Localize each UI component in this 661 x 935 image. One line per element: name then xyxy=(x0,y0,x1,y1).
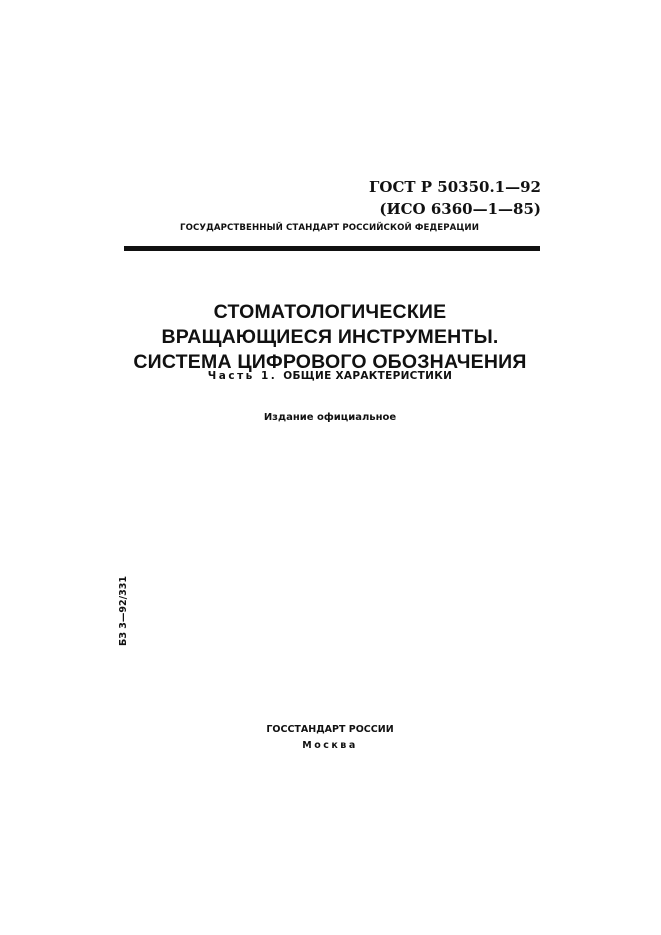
header-rule xyxy=(124,246,540,251)
part-label: Часть 1. xyxy=(207,370,278,382)
standard-designation xyxy=(369,176,541,220)
iso-number: (ИСО 6360—1—85) xyxy=(379,200,541,218)
edition-note: Издание официальное xyxy=(263,412,397,423)
state-standard-heading: ГОСУДАРСТВЕННЫЙ СТАНДАРТ РОССИЙСКОЙ ФЕДЕРАЦИИ xyxy=(180,223,479,233)
title-line-3: СИСТЕМА ЦИФРОВОГО ОБОЗНАЧЕНИЯ xyxy=(133,351,527,373)
gost-number: ГОСТ Р 50350.1—92 xyxy=(369,178,541,196)
title-line-2: ВРАЩАЮЩИЕСЯ ИНСТРУМЕНТЫ. xyxy=(161,326,499,348)
side-catalog-code: БЗ 3—92/331 xyxy=(118,576,129,646)
publisher-block xyxy=(160,722,500,754)
document-title xyxy=(90,300,570,375)
part-subtitle xyxy=(90,370,570,382)
title-line-1: СТОМАТОЛОГИЧЕСКИЕ xyxy=(213,301,447,323)
publisher-name: ГОССТАНДАРТ РОССИИ xyxy=(266,724,394,735)
publisher-city: Москва xyxy=(302,740,358,751)
part-title: ОБЩИЕ ХАРАКТЕРИСТИКИ xyxy=(283,370,453,382)
